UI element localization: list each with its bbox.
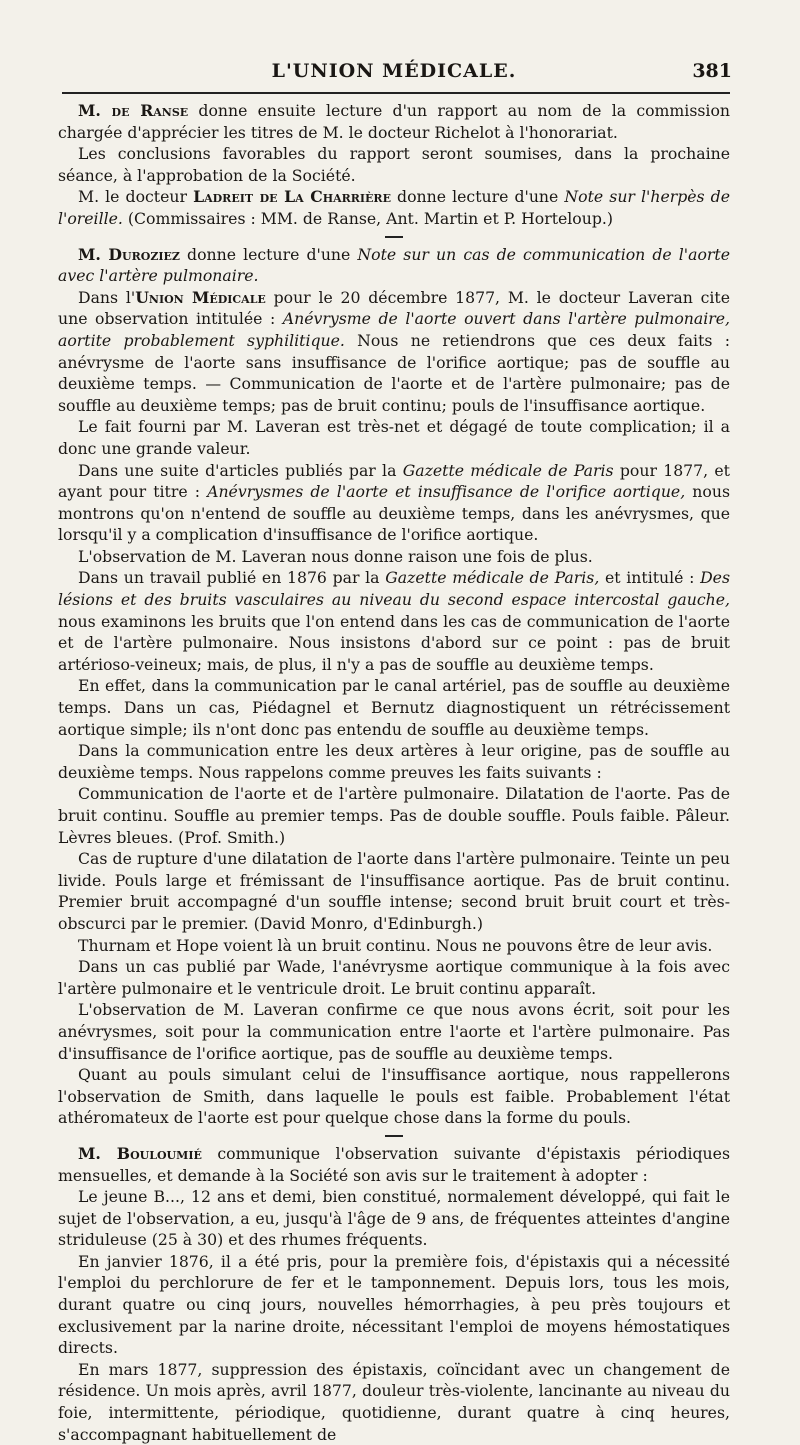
paragraph-text: pour le 20 décembre 1877, M. le docteur Laveran cite une observation intitulée : bbox=[58, 287, 730, 329]
paragraph-text: pour 1877, et ayant pour titre : bbox=[58, 460, 730, 502]
paragraph: Le fait fourni par M. Laveran est très-net et dégagé de toute complication; il a donc une grande valeur. bbox=[58, 417, 730, 458]
paragraph: L'observation de M. Laveran confirme ce que nous avons écrit, soit pour les anévrysmes, soit pour la communication entre l'aorte et l'artère pulmonaire. Pas d'insuffisance de l'orifice aortique, pas de souffle au deuxième temps. bbox=[58, 1000, 730, 1063]
speaker-name: M. Bouloumié bbox=[78, 1143, 202, 1163]
speaker-name: M. Duroziez bbox=[78, 244, 180, 264]
paragraph-text: et intitulé : bbox=[599, 568, 701, 588]
speaker-name: Ladreit de La Charrière bbox=[193, 187, 391, 207]
paragraph-text: (Commissaires : MM. de Ranse, Ant. Martin et P. Horteloup.) bbox=[122, 208, 614, 228]
journal-name: Gazette médicale de Paris, bbox=[385, 568, 600, 588]
header-rule bbox=[62, 92, 730, 94]
paragraph-text: donne lecture d'une bbox=[390, 187, 565, 207]
running-title: L'UNION MÉDICALE. bbox=[271, 60, 517, 82]
paragraph-text: Dans un travail publié en 1876 par la bbox=[78, 568, 386, 588]
observation-title: Anévrysme de l'aorte ouvert dans l'artère pulmonaire, aortite probablement syphilitique. bbox=[58, 309, 731, 350]
paragraph: En mars 1877, suppression des épistaxis, coïncidant avec un changement de résidence. Un mois après, avril 1877, douleur très-violente, lancinante au niveau du foie, intermittente, périodique, quotidienne, durant quatre à cinq heures, s'accompagnant habituellement de bbox=[58, 1359, 730, 1444]
paragraph-text: Nous ne retiendrons que ces deux faits : anévrysme de l'aorte sans insuffisance de l'orifice aortique; pas de souffle au deuxième temps. — Communication de l'aorte et de l'artère pulmonaire; pas de souffle au deuxième temps; pas de bruit continu; pouls de l'insuffisance aortique. bbox=[58, 330, 730, 415]
paragraph: Communication de l'aorte et de l'artère pulmonaire. Dilatation de l'aorte. Pas de bruit continu. Souffle au premier temps. Pas de double souffle. Pouls faible. Pâleur. Lèvres bleues. (Prof. Smith.) bbox=[58, 784, 730, 847]
paragraph: L'observation de M. Laveran nous donne raison une fois de plus. bbox=[78, 546, 593, 566]
page-header bbox=[58, 56, 730, 90]
paragraph-text: Dans une suite d'articles publiés par la bbox=[78, 460, 403, 480]
paragraph bbox=[58, 100, 730, 143]
note-title: Note sur l'herpès de l'oreille. bbox=[58, 187, 731, 228]
work-title: Des lésions et des bruits vasculaires au niveau du second espace intercostal gauche, bbox=[58, 568, 730, 610]
journal-name: Union Médicale bbox=[135, 287, 266, 307]
speaker-name: M. de Ranse bbox=[78, 101, 189, 120]
paragraph bbox=[58, 567, 730, 675]
section-separator bbox=[385, 1135, 403, 1137]
page-number: 381 bbox=[692, 60, 732, 82]
paragraph: En janvier 1876, il a été pris, pour la première fois, d'épistaxis qui a nécessité l'emploi du perchlorure de fer et le tamponnement. Depuis lors, tous les mois, durant quatre ou cinq jours, nouvelles hémorrhagies, à peu près toujours et exclusivement par la narine droite, nécessitant l'emploi de moyens hémostatiques directs. bbox=[58, 1251, 730, 1358]
journal-name: Gazette médicale de Paris bbox=[402, 460, 614, 480]
paragraph-text: nous examinons les bruits que l'on entend dans les cas de communication de l'aorte et de l'artère pulmonaire. Nous insistons d'abord sur ce point : pas de bruit artérioso-veineux; mais, de plus, il n'y a pas de souffle au deuxième temps. bbox=[58, 611, 730, 674]
paragraph bbox=[58, 287, 730, 417]
paragraph bbox=[58, 1143, 730, 1186]
article-body bbox=[58, 100, 730, 1445]
paragraph-text: Dans l' bbox=[78, 287, 136, 307]
paragraph: Dans un cas publié par Wade, l'anévrysme aortique communique à la fois avec l'artère pulmonaire et le ventricule droit. Le bruit continu apparaît. bbox=[58, 957, 730, 998]
note-title: Note sur un cas de communication de l'aorte avec l'artère pulmonaire. bbox=[58, 244, 731, 286]
paragraph-text: nous montrons qu'on n'entend de souffle au deuxième temps, dans les anévrysmes, que lorsqu'il y a complication d'insuffisance de l'orifice aortique. bbox=[58, 482, 730, 545]
paragraph: Cas de rupture d'une dilatation de l'aorte dans l'artère pulmonaire. Teinte un peu livide. Pouls large et frémissant de l'insuffisance aortique. Pas de bruit continu. Premier bruit accompagné d'un souffle intense; second bruit bruit court et très-obscurci par le premier. (David Monro, d'Edinburgh.) bbox=[58, 849, 730, 933]
paragraph bbox=[58, 244, 730, 287]
paragraph: Dans la communication entre les deux artères à leur origine, pas de souffle au deuxième temps. Nous rappelons comme preuves les faits suivants : bbox=[58, 741, 730, 782]
journal-page bbox=[58, 0, 732, 1444]
paragraph: Le jeune B..., 12 ans et demi, bien constitué, normalement développé, qui fait le sujet de l'observation, a eu, jusqu'à l'âge de 9 ans, de fréquentes atteintes d'angine striduleuse (25 à 30) et des rhumes fréquents. bbox=[58, 1187, 730, 1250]
paragraph: Les conclusions favorables du rapport seront soumises, dans la prochaine séance, à l'approbation de la Société. bbox=[58, 144, 730, 185]
paragraph-text: communique l'observation suivante d'épistaxis périodiques mensuelles, et demande à la Société son avis sur le traitement à adopter : bbox=[58, 1143, 730, 1185]
paragraph-text: donne ensuite lecture d'un rapport au nom de la commission chargée d'apprécier les titres de M. le docteur Richelot à l'honorariat. bbox=[58, 101, 730, 142]
paragraph bbox=[58, 460, 730, 546]
paragraph-text: donne lecture d'une bbox=[179, 244, 358, 264]
paragraph: En effet, dans la communication par le canal artériel, pas de souffle au deuxième temps. Dans un cas, Piédagnel et Bernutz diagnostiquent un rétrécissement aortique simple; ils n'ont donc pas entendu de souffle au deuxième temps. bbox=[58, 676, 730, 739]
section-separator bbox=[385, 236, 403, 238]
paragraph bbox=[58, 186, 730, 229]
paragraph: Quant au pouls simulant celui de l'insuffisance aortique, nous rappellerons l'observation de Smith, dans laquelle le pouls est faible. Probablement l'état athéromateux de l'aorte est pour quelque chose dans la forme du pouls. bbox=[58, 1065, 730, 1128]
article-title: Anévrysmes de l'aorte et insuffisance de l'orifice aortique, bbox=[207, 482, 686, 502]
paragraph: Thurnam et Hope voient là un bruit continu. Nous ne pouvons être de leur avis. bbox=[78, 935, 713, 955]
paragraph-text: M. le docteur bbox=[78, 187, 194, 207]
